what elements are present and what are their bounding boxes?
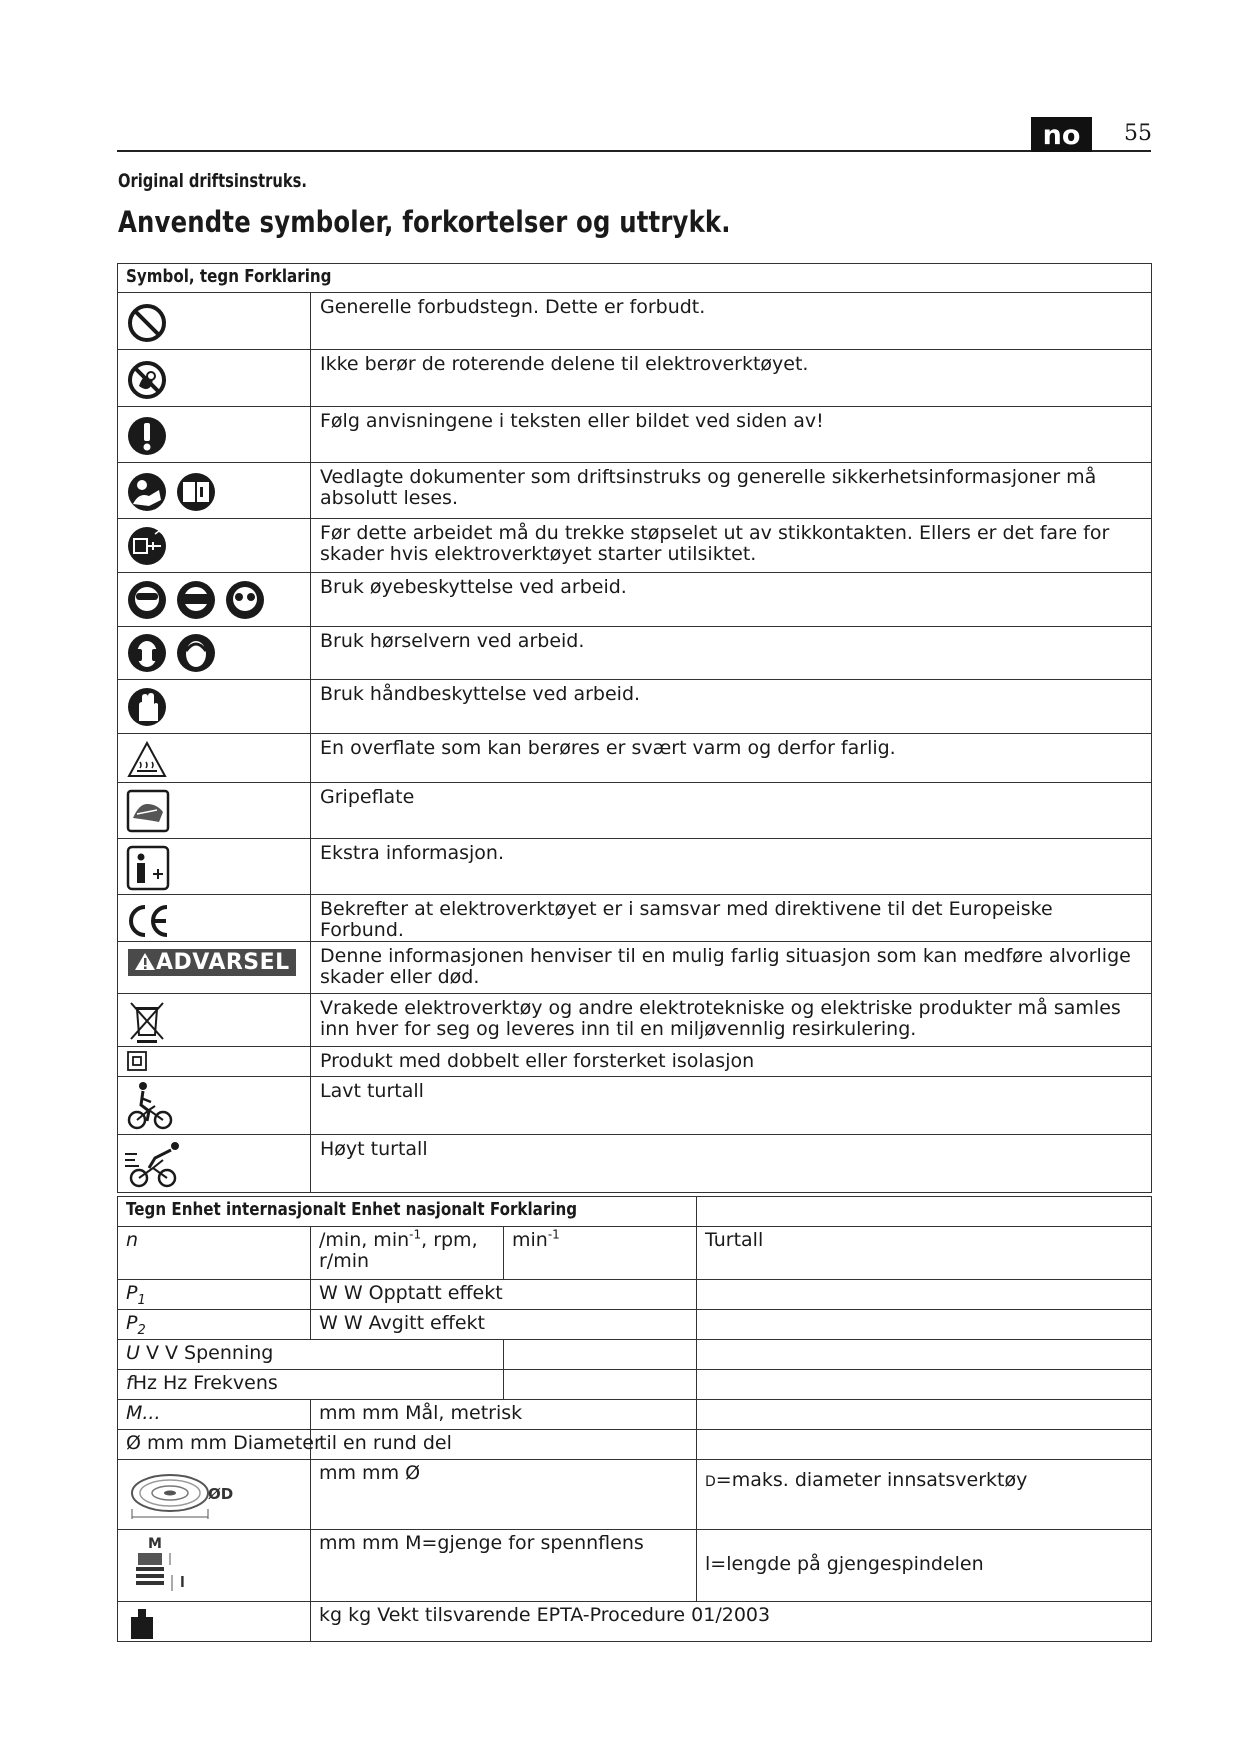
table-row (118, 839, 1152, 895)
spindle-thread-icon (130, 1535, 200, 1599)
unit-international: /min, $\min^{-1}$, rpm, r/min (311, 1227, 504, 1280)
unit-row-text: U V V Spenning (118, 1340, 504, 1370)
table-row (118, 1400, 1152, 1430)
table-row (118, 783, 1152, 839)
unit-description: D=maks. diameter innsatsverktøy (697, 1460, 1152, 1530)
symbol-description: Bruk øyebeskyttelse ved arbeid. (311, 573, 1152, 627)
table-row (118, 1227, 1152, 1280)
language-badge: no (1031, 117, 1092, 152)
table-row (118, 1370, 1152, 1400)
prohibition-icon (125, 299, 175, 349)
double-insulation-icon (127, 1051, 151, 1073)
high-speed-bicycle-icon (123, 1138, 187, 1192)
unit-row-text: mm mm M=gjenge for spennflens (311, 1530, 697, 1602)
table-row (118, 350, 1152, 407)
unit-sign: M... (118, 1400, 311, 1430)
table-row (118, 994, 1152, 1047)
symbol-description: Denne informasjonen henviser til en mulig farlig situasjon som kan medføre alvorlige skader eller død. (311, 942, 1152, 994)
units-table (117, 1196, 1152, 1642)
exclamation-icon (125, 412, 175, 462)
table-row (118, 573, 1152, 627)
unit-national: $\min^{-1}$ (504, 1227, 697, 1280)
table-row (118, 1530, 1152, 1602)
table-row (118, 680, 1152, 734)
symbol-description: Gripeflate (311, 783, 1152, 839)
unit-row-text: mm mm Ø (311, 1460, 697, 1530)
symbol-description: Følg anvisningene i teksten eller bildet ved siden av! (311, 407, 1152, 463)
eye-protection-icon (125, 576, 275, 626)
unit-description: Turtall (697, 1227, 1152, 1280)
unit-row-text: W W Opptatt effekt (311, 1280, 697, 1310)
unit-row-text: W W Avgitt effekt (311, 1310, 697, 1340)
table-row (118, 463, 1152, 519)
unit-sign: $P_1$ (118, 1280, 311, 1310)
table-row (118, 1460, 1152, 1530)
no-touch-rotating-parts-icon (125, 356, 175, 406)
unit-description: l=lengde på gjengespindelen (697, 1530, 1152, 1602)
disc-diameter-icon (128, 1465, 238, 1525)
unit-sign: Ø mm mm Diameter (118, 1430, 311, 1460)
table-row (118, 1430, 1152, 1460)
unit-row-text: fHz Hz Frekvens (118, 1370, 504, 1400)
unit-row-text: kg kg Vekt tilsvarende EPTA-Procedure 01/2003 (311, 1602, 1152, 1642)
symbol-description: Vedlagte dokumenter som driftsinstruks og generelle sikkerhetsinformasjoner må absolutt leses. (311, 463, 1152, 519)
table-header-row (118, 1197, 1152, 1227)
low-speed-bicycle-icon (125, 1080, 179, 1134)
symbol-description: Høyt turtall (311, 1135, 1152, 1193)
symbol-description: Bruk hørselvern ved arbeid. (311, 627, 1152, 680)
table-row (118, 627, 1152, 680)
table-row (118, 1602, 1152, 1642)
symbol-description: En overflate som kan berøres er svært varm og derfor farlig. (311, 734, 1152, 783)
symbol-description: Produkt med dobbelt eller forsterket isolasjon (311, 1047, 1152, 1077)
unit-row-text: til en rund del (311, 1430, 697, 1460)
table-row (118, 1047, 1152, 1077)
hot-surface-icon (125, 738, 175, 782)
table-row (118, 1077, 1152, 1135)
unplug-icon (125, 522, 175, 572)
grip-surface-icon (125, 788, 175, 838)
table-header-row (118, 264, 1152, 293)
table-row (118, 895, 1152, 942)
unit-row-text: mm mm Mål, metrisk (311, 1400, 697, 1430)
table-row (118, 942, 1152, 994)
info-icon (125, 844, 175, 894)
table-header: Symbol, tegn Forklaring (118, 264, 1152, 293)
table-row (118, 293, 1152, 350)
warning-triangle-icon (134, 952, 156, 971)
symbol-description: Vrakede elektroverktøy og andre elektrotekniske og elektriske produkter må samles inn hver for seg og leveres inn til en miljøvennlig resirkulering. (311, 994, 1152, 1047)
table-row (118, 1310, 1152, 1340)
read-manual-icon (125, 468, 225, 518)
svg-text:l: l (180, 1575, 185, 1591)
symbols-table (117, 263, 1152, 1193)
table-row (118, 407, 1152, 463)
hand-protection-icon (125, 683, 175, 733)
symbol-description: Før dette arbeidet må du trekke støpselet ut av stikkontakten. Ellers er det fare for skader hvis elektroverktøyet starter utilsiktet. (311, 519, 1152, 573)
svg-text:ØD: ØD (208, 1485, 234, 1503)
header-rule (117, 150, 1151, 152)
weee-bin-icon (125, 997, 175, 1045)
document-subtitle: Original driftsinstruks. (118, 170, 307, 192)
table-row (118, 1280, 1152, 1310)
page-number: 55 (1124, 121, 1152, 146)
symbol-description: Bekrefter at elektroverktøyet er i samsvar med direktivene til det Europeiske Forbund. (311, 895, 1152, 942)
table-row (118, 519, 1152, 573)
svg-text:M: M (148, 1536, 162, 1552)
ce-mark-icon (125, 899, 175, 939)
table-row (118, 1340, 1152, 1370)
table-row (118, 734, 1152, 783)
table-header: Tegn Enhet internasjonalt Enhet nasjonalt Forklaring (118, 1197, 697, 1227)
document-title: Anvendte symboler, forkortelser og uttrykk. (118, 205, 731, 239)
symbol-description: Bruk håndbeskyttelse ved arbeid. (311, 680, 1152, 734)
unit-sign: n (118, 1227, 311, 1280)
symbol-description: Lavt turtall (311, 1077, 1152, 1135)
weight-icon (128, 1607, 158, 1641)
unit-sign: $P_2$ (118, 1310, 311, 1340)
warning-label: ADVARSEL (128, 949, 296, 976)
ear-protection-icon (125, 629, 225, 679)
table-row (118, 1135, 1152, 1193)
symbol-description: Ikke berør de roterende delene til elektroverktøyet. (311, 350, 1152, 407)
symbol-description: Generelle forbudstegn. Dette er forbudt. (311, 293, 1152, 350)
symbol-description: Ekstra informasjon. (311, 839, 1152, 895)
